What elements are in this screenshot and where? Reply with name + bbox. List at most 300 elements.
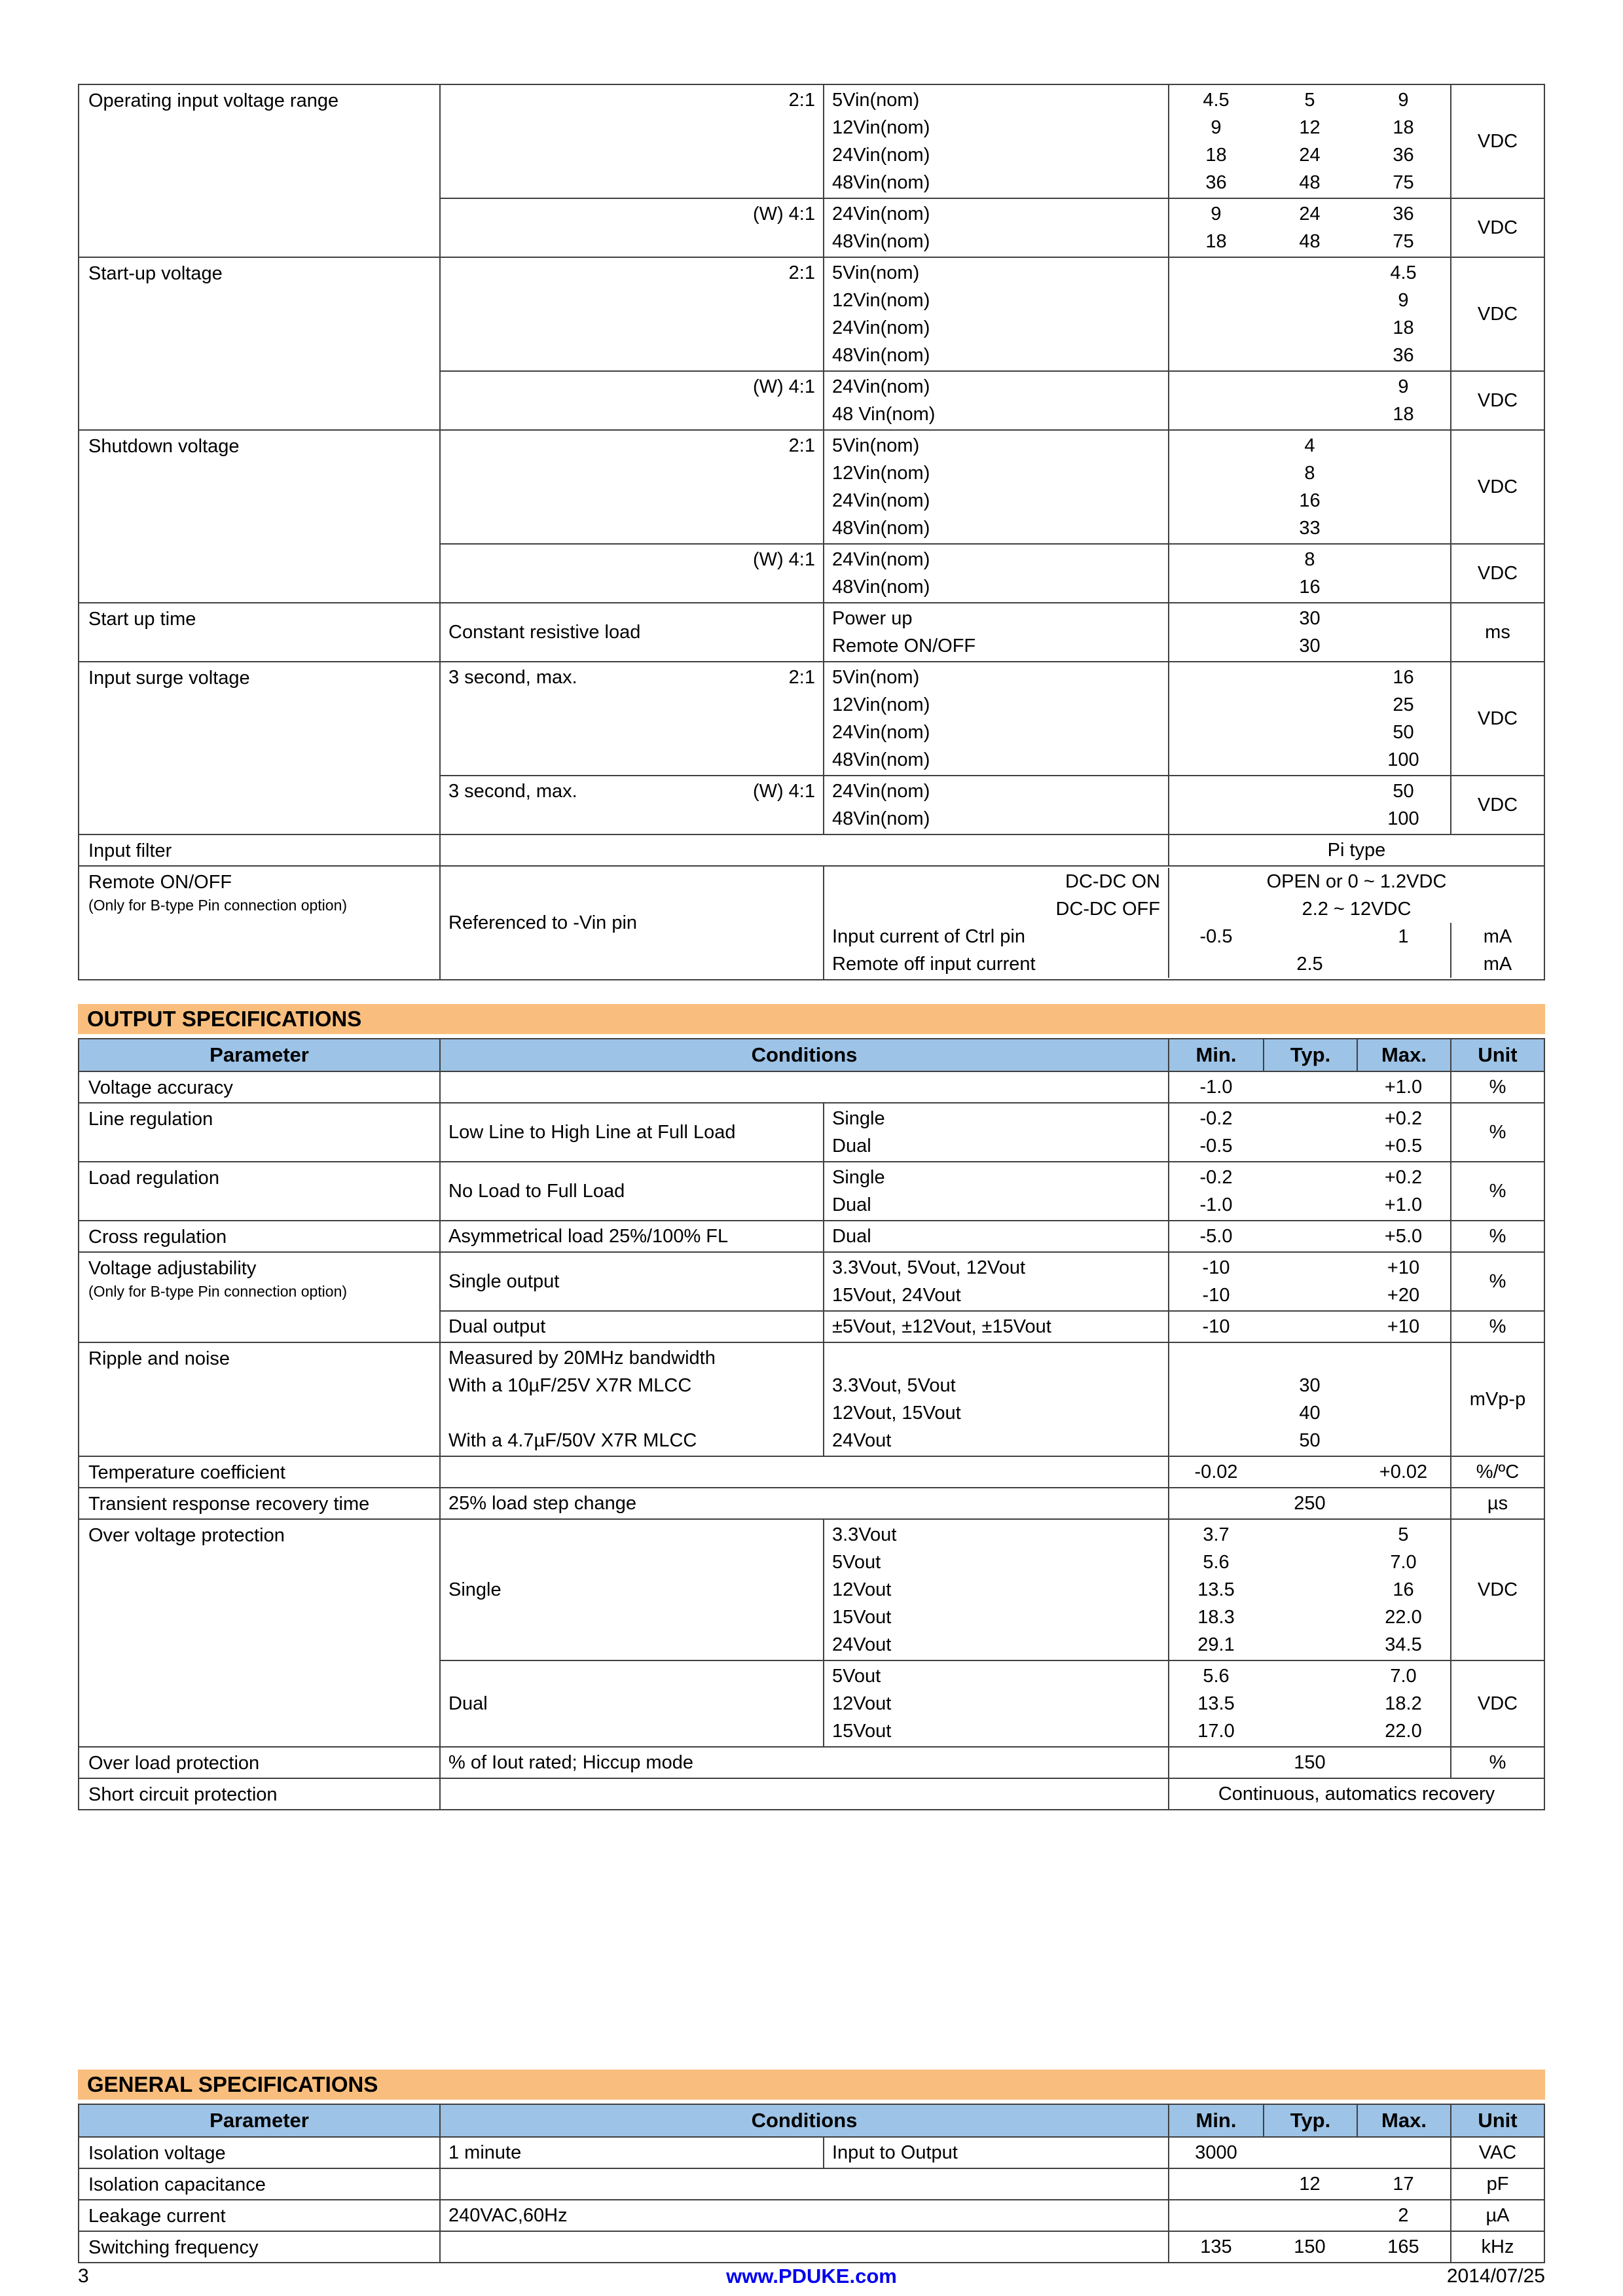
row-line-regulation bbox=[79, 1103, 1544, 1162]
typ-column bbox=[1263, 1457, 1357, 1487]
max-column bbox=[1357, 2169, 1450, 2199]
param-cell bbox=[79, 431, 439, 602]
min-value: 135 bbox=[1200, 2236, 1232, 2257]
typ-column bbox=[1263, 1488, 1357, 1518]
row-content bbox=[439, 85, 1544, 257]
row-content bbox=[439, 1520, 1544, 1746]
typ-column bbox=[1263, 2169, 1357, 2199]
item-label: Dual bbox=[832, 1194, 871, 1215]
condition-block bbox=[441, 1162, 1544, 1220]
item-label: 15Vout bbox=[832, 1721, 892, 1742]
param-cell bbox=[79, 2200, 439, 2231]
min-value: 5.6 bbox=[1203, 1666, 1230, 1687]
value-block bbox=[441, 835, 1544, 865]
max-value: +20 bbox=[1387, 1285, 1420, 1306]
ratio-block-2-1 bbox=[441, 662, 1544, 775]
row-operating-input-voltage-range bbox=[79, 85, 1544, 258]
item-label: Input to Output bbox=[832, 2142, 958, 2163]
item-labels bbox=[823, 1520, 1168, 1660]
ratio-cell: (W) 4:1 bbox=[752, 204, 815, 224]
condition-line bbox=[448, 1399, 823, 1427]
typ-column bbox=[1263, 258, 1357, 370]
ratio-block-2-1 bbox=[441, 258, 1544, 370]
min-value: 3000 bbox=[1195, 2142, 1237, 2163]
typ-value: 24 bbox=[1299, 204, 1321, 224]
typ-value: 30 bbox=[1299, 608, 1321, 629]
table-header-row bbox=[79, 1039, 1544, 1072]
max-value: 100 bbox=[1387, 749, 1419, 770]
max-value: 1 bbox=[1398, 926, 1409, 947]
condition-cell: Referenced to -Vin pin bbox=[448, 912, 638, 933]
row-switching-frequency bbox=[79, 2232, 1544, 2263]
max-value: 17 bbox=[1393, 2174, 1414, 2195]
ratio-block-4-1 bbox=[441, 370, 1544, 429]
item-labels bbox=[823, 2138, 1168, 2168]
unit-cell: VDC bbox=[1450, 776, 1544, 834]
param-cell bbox=[79, 1779, 439, 1809]
unit-cell: % bbox=[1450, 1103, 1544, 1161]
condition-cell: Single output bbox=[448, 1271, 560, 1292]
max-value: 7.0 bbox=[1390, 1666, 1417, 1687]
typ-value: 250 bbox=[1294, 1493, 1326, 1514]
min-column bbox=[1168, 545, 1263, 602]
min-column bbox=[1168, 1488, 1263, 1518]
max-value: 100 bbox=[1387, 808, 1419, 829]
item-label: Dual bbox=[832, 1136, 871, 1157]
max-column bbox=[1357, 1661, 1450, 1746]
max-column bbox=[1357, 1312, 1450, 1342]
page-footer bbox=[78, 2265, 1545, 2288]
row-cross-regulation bbox=[79, 1221, 1544, 1253]
column-header-conditions: Conditions bbox=[439, 2105, 1168, 2136]
single-block bbox=[441, 1520, 1544, 1660]
typ-column bbox=[1263, 776, 1357, 834]
max-value: 18 bbox=[1393, 404, 1414, 425]
condition-label: 3 second, max. bbox=[448, 781, 577, 802]
page-number: 3 bbox=[78, 2265, 89, 2287]
table-header-row bbox=[79, 2105, 1544, 2138]
row-content bbox=[439, 1343, 1544, 1456]
min-column bbox=[1168, 2232, 1263, 2262]
item-labels bbox=[823, 1221, 1168, 1251]
max-column bbox=[1357, 199, 1450, 257]
row-start-up-time bbox=[79, 603, 1544, 662]
condition-block bbox=[441, 603, 1544, 661]
value-span: 2.2 ~ 12VDC bbox=[1168, 895, 1544, 923]
condition-cell bbox=[441, 835, 1168, 865]
condition-block bbox=[441, 2138, 1544, 2168]
column-header-parameter: Parameter bbox=[210, 2109, 309, 2132]
row-isolation-voltage bbox=[79, 2138, 1544, 2169]
item-labels bbox=[823, 1661, 1168, 1746]
unit-cell: VDC bbox=[1450, 662, 1544, 775]
max-value: 9 bbox=[1398, 290, 1409, 311]
param-label: Start up time bbox=[88, 609, 196, 630]
value-block bbox=[441, 1457, 1544, 1487]
row-content bbox=[439, 1162, 1544, 1220]
condition-block bbox=[441, 1343, 1544, 1456]
min-column bbox=[1168, 603, 1263, 661]
value-block bbox=[441, 1779, 1544, 1809]
typ-value: 48 bbox=[1299, 172, 1321, 193]
output-specifications-section bbox=[78, 1004, 1545, 1810]
typ-column bbox=[1263, 1162, 1357, 1220]
item-labels bbox=[823, 1253, 1168, 1310]
max-column bbox=[1357, 85, 1450, 198]
min-column bbox=[1168, 776, 1263, 834]
min-column bbox=[1168, 1520, 1263, 1660]
condition-line: With a 4.7µF/50V X7R MLCC bbox=[448, 1430, 697, 1451]
ratio-cell: (W) 4:1 bbox=[752, 549, 815, 570]
value-block bbox=[441, 2200, 1544, 2231]
item-labels bbox=[823, 1312, 1168, 1342]
param-label: Voltage adjustability bbox=[88, 1258, 257, 1279]
typ-column bbox=[1263, 1253, 1357, 1310]
param-cell bbox=[79, 835, 439, 865]
typ-value: 4 bbox=[1304, 435, 1315, 456]
typ-value: 48 bbox=[1299, 231, 1321, 252]
column-header-min: Min. bbox=[1168, 1039, 1263, 1071]
condition-cell: Dual bbox=[448, 1693, 488, 1714]
condition-cell: 1 minute bbox=[448, 2142, 522, 2163]
remote-line bbox=[824, 868, 1544, 895]
item-labels bbox=[823, 258, 1168, 370]
typ-value: 16 bbox=[1299, 490, 1321, 511]
max-value: +10 bbox=[1387, 1316, 1420, 1337]
max-value: 9 bbox=[1398, 90, 1409, 111]
typ-column bbox=[1263, 2232, 1357, 2262]
dual-block bbox=[441, 1660, 1544, 1746]
max-column bbox=[1357, 2138, 1450, 2168]
input-specifications-table bbox=[78, 84, 1545, 980]
max-column bbox=[1357, 1457, 1450, 1487]
param-label: Start-up voltage bbox=[88, 263, 223, 284]
param-label: Input filter bbox=[88, 840, 172, 861]
max-value: 18 bbox=[1393, 117, 1414, 138]
min-column bbox=[1168, 2200, 1263, 2231]
max-value: +1.0 bbox=[1384, 1194, 1423, 1215]
condition-cell bbox=[441, 1343, 823, 1456]
column-header-typ: Typ. bbox=[1263, 1039, 1357, 1071]
value-block bbox=[441, 1072, 1544, 1102]
item-label: 24Vin(nom) bbox=[832, 490, 930, 511]
typ-value: 40 bbox=[1299, 1403, 1321, 1424]
max-column bbox=[1357, 258, 1450, 370]
param-cell bbox=[79, 1221, 439, 1251]
row-content bbox=[439, 258, 1544, 429]
max-column bbox=[1357, 2232, 1450, 2262]
dual-output-block bbox=[441, 1310, 1544, 1342]
condition-cell bbox=[441, 662, 823, 775]
min-value: -0.5 bbox=[1168, 923, 1263, 950]
max-column bbox=[1357, 1343, 1450, 1456]
param-cell bbox=[79, 662, 439, 834]
item-label: 24Vin(nom) bbox=[832, 376, 930, 397]
unit-cell: % bbox=[1450, 1072, 1544, 1102]
unit-cell: µA bbox=[1450, 2200, 1544, 2231]
max-column bbox=[1357, 545, 1450, 602]
max-column bbox=[1357, 1488, 1450, 1518]
typ-column bbox=[1263, 1748, 1357, 1778]
item-label: 12Vout bbox=[832, 1693, 892, 1714]
max-value: 25 bbox=[1393, 694, 1414, 715]
unit-cell: mVp-p bbox=[1450, 1343, 1544, 1456]
max-value: +0.2 bbox=[1384, 1167, 1423, 1188]
remote-line bbox=[824, 950, 1544, 978]
param-label: Over load protection bbox=[88, 1753, 260, 1774]
max-value: 50 bbox=[1393, 722, 1414, 743]
item-labels bbox=[823, 776, 1168, 834]
condition-label: 3 second, max. bbox=[448, 667, 577, 688]
typ-column bbox=[1263, 1520, 1357, 1660]
item-label: 3.3Vout, 5Vout bbox=[832, 1375, 956, 1396]
max-value: +1.0 bbox=[1384, 1077, 1423, 1098]
item-label: Remote ON/OFF bbox=[832, 636, 976, 656]
ratio-cell: (W) 4:1 bbox=[752, 376, 815, 397]
row-content bbox=[439, 2232, 1544, 2262]
item-label: Single bbox=[832, 1167, 885, 1188]
min-value: 4.5 bbox=[1203, 90, 1230, 111]
item-label: 48Vin(nom) bbox=[832, 231, 930, 252]
item-label: 3.3Vout bbox=[832, 1524, 897, 1545]
min-column bbox=[1168, 1312, 1263, 1342]
min-column bbox=[1168, 1343, 1263, 1456]
typ-value: 12 bbox=[1299, 2174, 1321, 2195]
condition-cell bbox=[441, 2232, 1168, 2262]
typ-value: 8 bbox=[1304, 549, 1315, 570]
typ-value bbox=[1263, 923, 1357, 950]
typ-column bbox=[1263, 1343, 1357, 1456]
condition-cell bbox=[441, 1779, 1168, 1809]
typ-value: 30 bbox=[1299, 1375, 1321, 1396]
typ-value: 50 bbox=[1299, 1430, 1321, 1451]
remote-lines bbox=[823, 867, 1544, 979]
param-cell bbox=[79, 85, 439, 257]
item-label: 24Vin(nom) bbox=[832, 722, 930, 743]
item-labels bbox=[823, 603, 1168, 661]
typ-column bbox=[1263, 2200, 1357, 2231]
item-label: DC-DC OFF bbox=[1055, 899, 1160, 920]
min-column bbox=[1168, 258, 1263, 370]
condition-line: With a 10µF/25V X7R MLCC bbox=[448, 1375, 692, 1396]
param-cell bbox=[79, 1162, 439, 1220]
item-label: Single bbox=[832, 1108, 885, 1129]
condition-cell bbox=[441, 2169, 1168, 2199]
max-value: 18.2 bbox=[1385, 1693, 1422, 1714]
min-value: 29.1 bbox=[1197, 1634, 1235, 1655]
ratio-block-4-1 bbox=[441, 543, 1544, 602]
max-value: +5.0 bbox=[1384, 1226, 1423, 1247]
unit-cell: % bbox=[1450, 1253, 1544, 1310]
unit-cell: VDC bbox=[1450, 1520, 1544, 1660]
param-label: Switching frequency bbox=[88, 2237, 259, 2258]
min-value: -0.2 bbox=[1199, 1167, 1233, 1188]
website-link[interactable]: www.PDUKE.com bbox=[726, 2265, 897, 2287]
ratio-block-2-1 bbox=[441, 85, 1544, 198]
param-label: Remote ON/OFF bbox=[88, 872, 232, 893]
column-header-parameter: Parameter bbox=[210, 1043, 309, 1066]
max-column bbox=[1357, 1072, 1450, 1102]
max-value: 36 bbox=[1393, 345, 1414, 366]
item-label: 12Vin(nom) bbox=[832, 463, 930, 484]
typ-value: 24 bbox=[1299, 145, 1321, 166]
item-label: 5Vin(nom) bbox=[832, 90, 920, 111]
item-label: Dual bbox=[832, 1226, 871, 1247]
row-content bbox=[439, 1748, 1544, 1778]
min-value: 3.7 bbox=[1203, 1524, 1230, 1545]
max-value: +0.2 bbox=[1384, 1108, 1423, 1129]
max-value: +0.5 bbox=[1384, 1136, 1423, 1157]
max-column bbox=[1357, 1221, 1450, 1251]
typ-column bbox=[1263, 1312, 1357, 1342]
item-label: 24Vout bbox=[832, 1634, 892, 1655]
item-label: 24Vin(nom) bbox=[832, 145, 930, 166]
min-value: -1.0 bbox=[1199, 1194, 1233, 1215]
min-value: -0.2 bbox=[1199, 1108, 1233, 1129]
item-label: 5Vout bbox=[832, 1552, 881, 1573]
unit-cell: kHz bbox=[1450, 2232, 1544, 2262]
row-over-load-protection bbox=[79, 1748, 1544, 1779]
min-column bbox=[1168, 1748, 1263, 1778]
min-value: 13.5 bbox=[1197, 1579, 1235, 1600]
typ-column bbox=[1263, 603, 1357, 661]
column-header-max: Max. bbox=[1357, 2105, 1450, 2136]
row-content bbox=[439, 431, 1544, 602]
typ-value: 16 bbox=[1299, 577, 1321, 598]
max-value: 22.0 bbox=[1385, 1721, 1422, 1742]
param-cell bbox=[79, 258, 439, 429]
min-value: 5.6 bbox=[1203, 1552, 1230, 1573]
typ-value: 12 bbox=[1299, 117, 1321, 138]
item-labels bbox=[823, 85, 1168, 198]
unit-cell: mA bbox=[1450, 923, 1544, 950]
ratio-label: 2:1 bbox=[788, 667, 815, 688]
item-label: 48Vin(nom) bbox=[832, 577, 930, 598]
section-title-output: OUTPUT SPECIFICATIONS bbox=[78, 1004, 1545, 1034]
row-temperature-coefficient bbox=[79, 1457, 1544, 1488]
item-label: 48Vin(nom) bbox=[832, 172, 930, 193]
unit-cell: ms bbox=[1450, 603, 1544, 661]
ratio-label: (W) 4:1 bbox=[752, 781, 815, 802]
typ-value: 30 bbox=[1299, 636, 1321, 656]
unit-cell: VAC bbox=[1450, 2138, 1544, 2168]
typ-value: 150 bbox=[1294, 2236, 1326, 2257]
param-label: Short circuit protection bbox=[88, 1784, 278, 1805]
row-content bbox=[439, 2169, 1544, 2199]
unit-cell: %/ºC bbox=[1450, 1457, 1544, 1487]
item-label: 12Vout bbox=[832, 1579, 892, 1600]
max-column bbox=[1357, 1748, 1450, 1778]
value-span: Pi type bbox=[1168, 835, 1544, 865]
ratio-cell: 2:1 bbox=[788, 435, 815, 456]
unit-cell: % bbox=[1450, 1748, 1544, 1778]
condition-block bbox=[441, 1103, 1544, 1161]
min-column bbox=[1168, 1661, 1263, 1746]
min-column bbox=[1168, 431, 1263, 543]
remote-line bbox=[824, 895, 1544, 923]
item-label: 24Vin(nom) bbox=[832, 204, 930, 224]
item-label: 48Vin(nom) bbox=[832, 518, 930, 539]
item-labels bbox=[823, 372, 1168, 429]
unit-cell: % bbox=[1450, 1221, 1544, 1251]
unit-cell: VDC bbox=[1450, 372, 1544, 429]
min-value: -0.5 bbox=[1199, 1136, 1233, 1157]
min-column bbox=[1168, 85, 1263, 198]
section-title-general: GENERAL SPECIFICATIONS bbox=[78, 2070, 1545, 2100]
max-value: 22.0 bbox=[1385, 1607, 1422, 1628]
item-labels bbox=[823, 662, 1168, 775]
row-content bbox=[439, 835, 1544, 865]
param-cell bbox=[79, 867, 439, 979]
item-label: Input current of Ctrl pin bbox=[832, 926, 1025, 947]
item-label: 3.3Vout, 5Vout, 12Vout bbox=[832, 1257, 1026, 1278]
max-column bbox=[1357, 1103, 1450, 1161]
param-label: Shutdown voltage bbox=[88, 436, 240, 457]
param-cell bbox=[79, 1457, 439, 1487]
condition-cell bbox=[441, 776, 823, 834]
column-header-conditions: Conditions bbox=[439, 1039, 1168, 1071]
row-isolation-capacitance bbox=[79, 2169, 1544, 2200]
row-content bbox=[439, 1779, 1544, 1809]
column-header-unit: Unit bbox=[1450, 1039, 1544, 1071]
row-ripple-and-noise bbox=[79, 1343, 1544, 1457]
ratio-block-4-1 bbox=[441, 775, 1544, 834]
min-value: -10 bbox=[1202, 1316, 1230, 1337]
value-span: OPEN or 0 ~ 1.2VDC bbox=[1168, 868, 1544, 895]
param-cell bbox=[79, 1488, 439, 1518]
item-label: 12Vout, 15Vout bbox=[832, 1403, 961, 1424]
max-value: 165 bbox=[1387, 2236, 1419, 2257]
item-labels bbox=[823, 1343, 1168, 1456]
min-column bbox=[1168, 372, 1263, 429]
item-label: 12Vin(nom) bbox=[832, 117, 930, 138]
item-label: 5Vout bbox=[832, 1666, 881, 1687]
max-column bbox=[1357, 662, 1450, 775]
min-column bbox=[1168, 199, 1263, 257]
param-cell bbox=[79, 2232, 439, 2262]
row-voltage-accuracy bbox=[79, 1072, 1544, 1103]
single-output-block bbox=[441, 1253, 1544, 1310]
max-column bbox=[1357, 1253, 1450, 1310]
row-content bbox=[439, 1072, 1544, 1102]
row-leakage-current bbox=[79, 2200, 1544, 2232]
ratio-cell: 2:1 bbox=[788, 262, 815, 283]
min-value: 18 bbox=[1205, 231, 1227, 252]
row-short-circuit-protection bbox=[79, 1779, 1544, 1810]
param-cell bbox=[79, 1748, 439, 1778]
row-content bbox=[439, 2200, 1544, 2231]
min-value: 13.5 bbox=[1197, 1693, 1235, 1714]
min-value: -0.02 bbox=[1194, 1462, 1238, 1482]
value-block bbox=[441, 2169, 1544, 2199]
typ-value: 5 bbox=[1304, 90, 1315, 111]
param-cell bbox=[79, 2169, 439, 2199]
ratio-cell: 2:1 bbox=[788, 90, 815, 111]
min-column bbox=[1168, 1221, 1263, 1251]
item-label: 5Vin(nom) bbox=[832, 262, 920, 283]
column-header-min: Min. bbox=[1168, 2105, 1263, 2136]
max-value bbox=[1357, 950, 1450, 978]
min-value: 36 bbox=[1205, 172, 1227, 193]
min-column bbox=[1168, 1162, 1263, 1220]
param-label: Voltage accuracy bbox=[88, 1077, 233, 1098]
condition-block bbox=[441, 867, 1544, 979]
row-content bbox=[439, 1221, 1544, 1251]
min-column bbox=[1168, 1103, 1263, 1161]
condition-cell: Asymmetrical load 25%/100% FL bbox=[448, 1226, 729, 1247]
max-column bbox=[1357, 431, 1450, 543]
param-cell bbox=[79, 2138, 439, 2168]
